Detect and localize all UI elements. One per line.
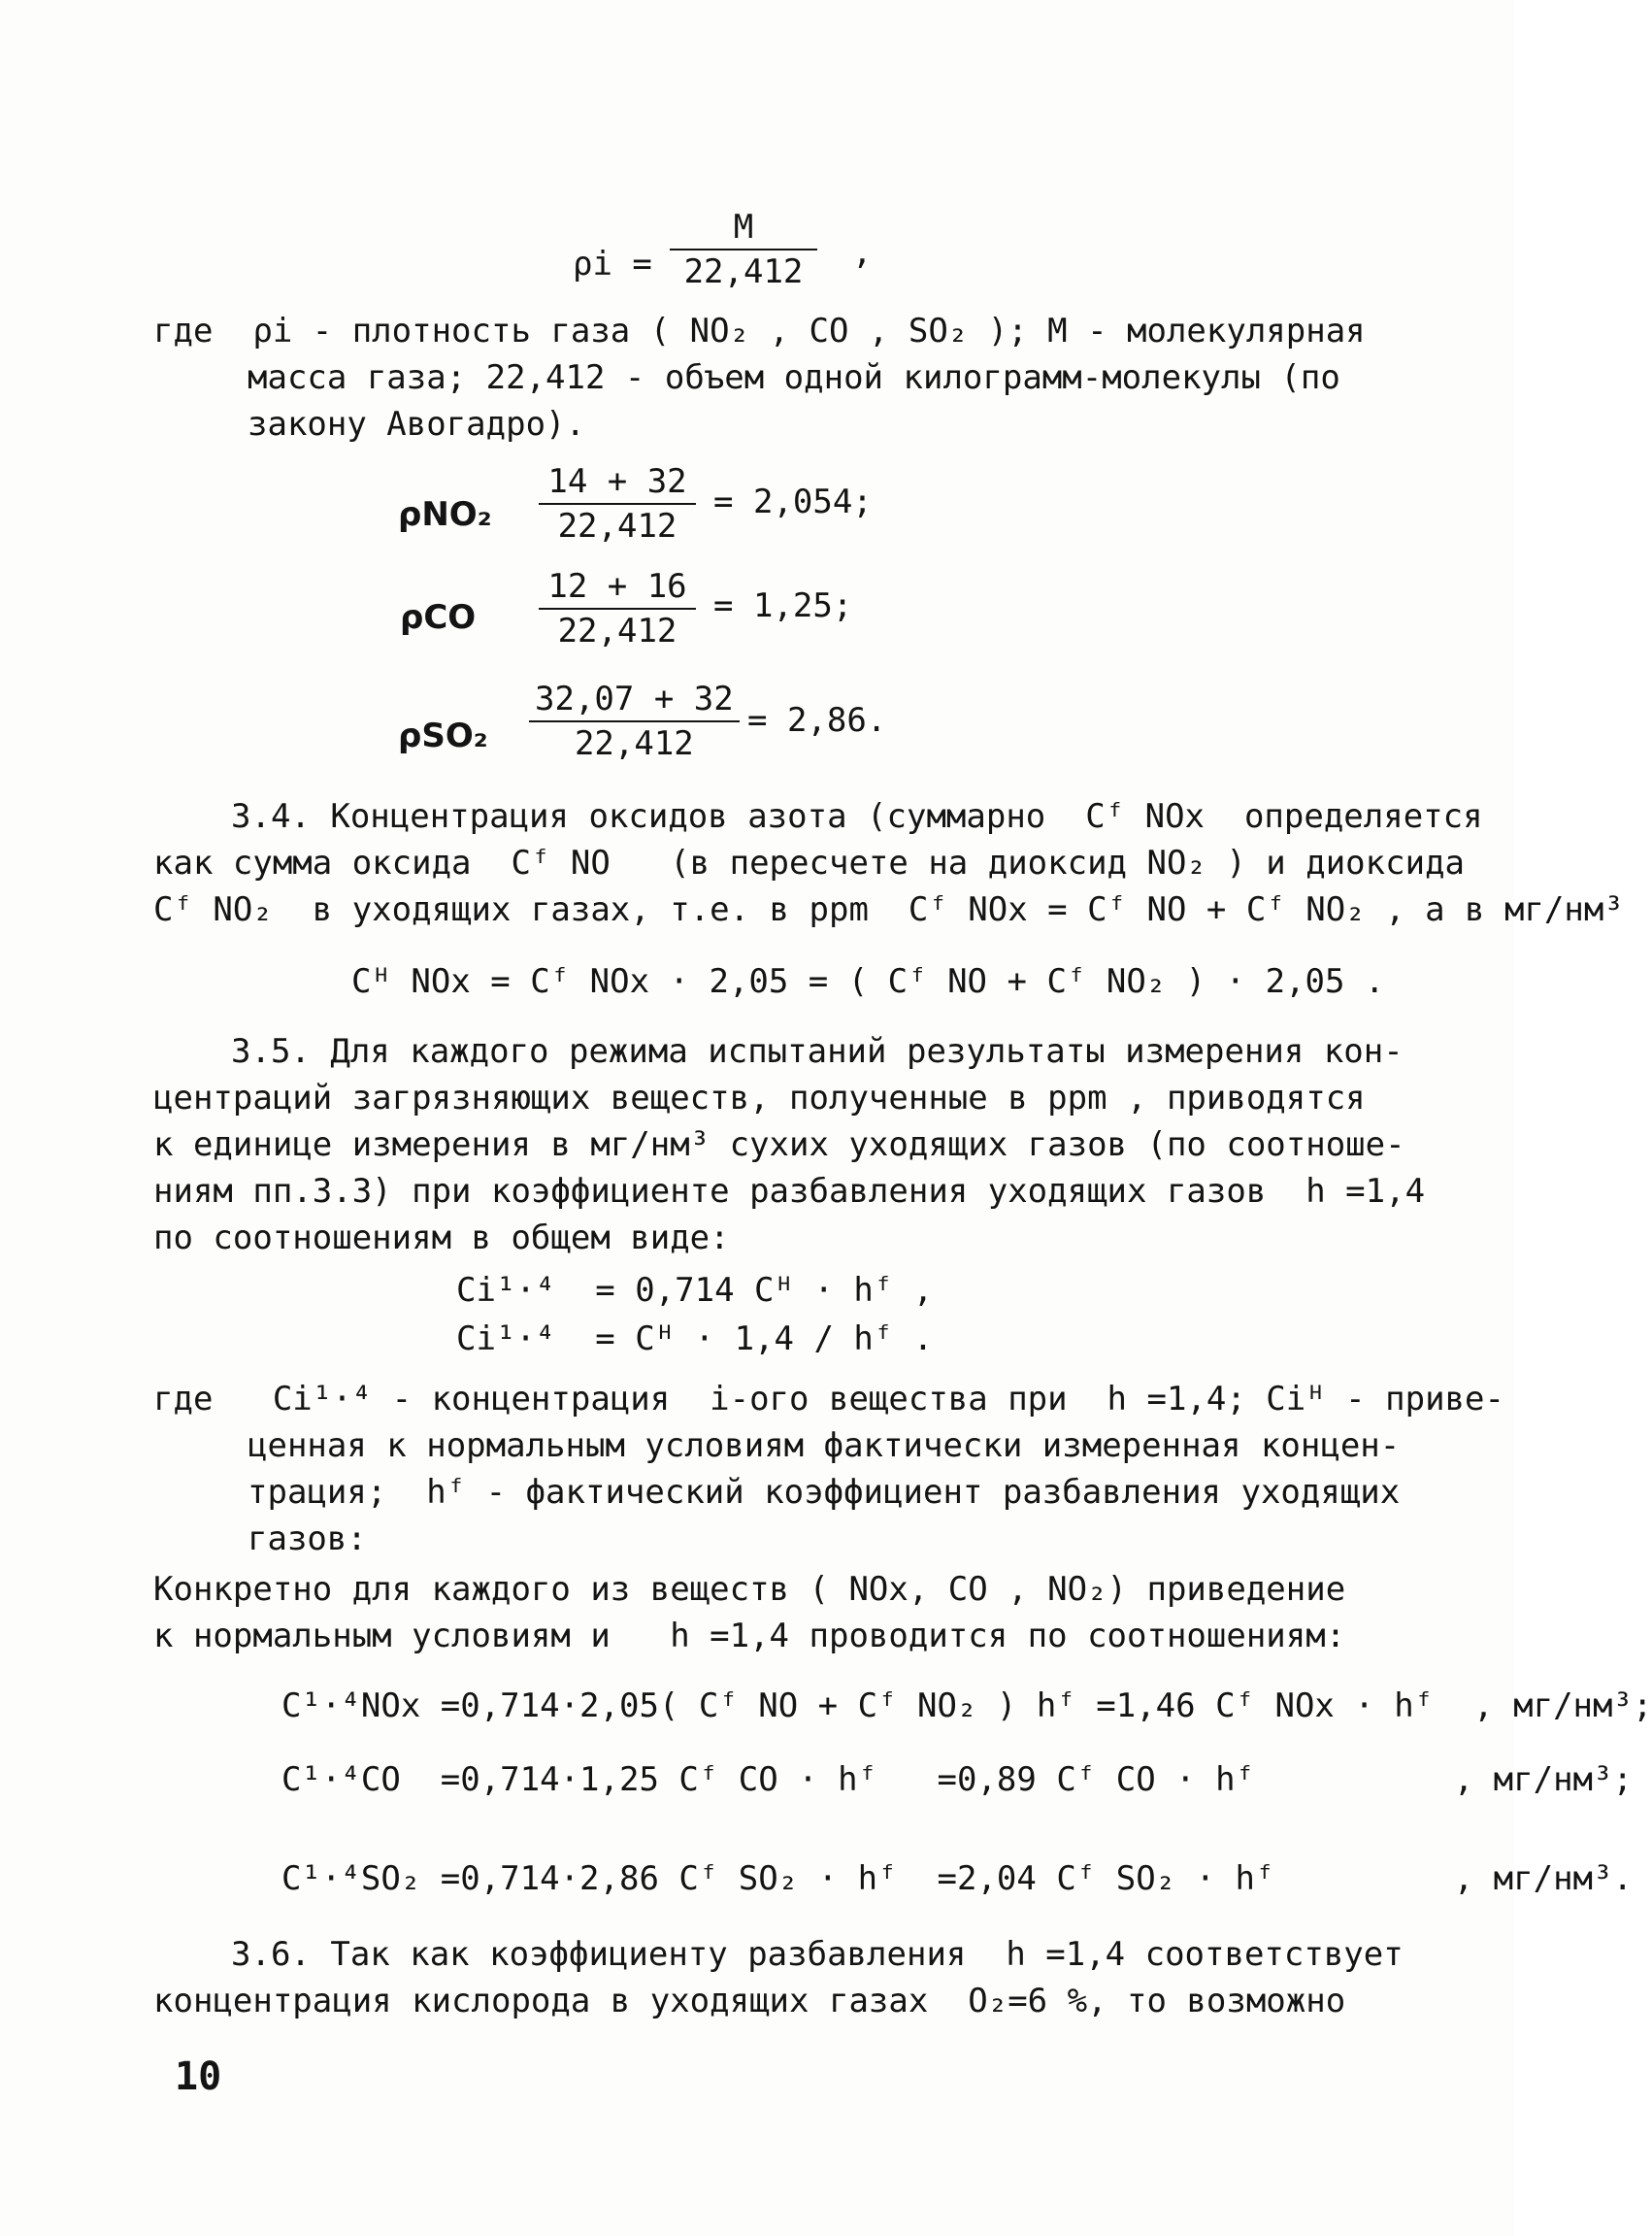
- formula-density-tail: ,: [852, 233, 873, 272]
- density-so2-fraction: [529, 680, 740, 763]
- general-formula: Ci¹·⁴ = 0,714 Cᴴ · hᶠ ,: [456, 1271, 934, 1310]
- definition-line: закону Авогадро).: [248, 405, 585, 444]
- specific-formula-nox: C¹·⁴NOx =0,714·2,05( Cᶠ NO + Cᶠ NO₂ ) hᶠ =1,46 Cᶠ NOx · hᶠ , мг/нм³;: [281, 1686, 1652, 1725]
- page-number: 10: [175, 2054, 222, 2099]
- formula-density-fraction: [670, 208, 817, 291]
- section-3-6-line: концентрация кислорода в уходящих газах O₂=6 %, то возможно: [153, 1982, 1346, 2020]
- where-line: газов:: [248, 1519, 367, 1558]
- fraction-denominator: 22,412: [557, 612, 677, 651]
- density-no2-lhs: ρNO₂: [398, 495, 492, 534]
- section-3-6-line: 3.6. Так как коэффициенту разбавления h =1,4 соответствует: [231, 1935, 1404, 1974]
- where-line: трация; hᶠ - фактический коэффициент разбавления уходящих: [248, 1473, 1401, 1512]
- density-co-result: = 1,25;: [713, 586, 853, 625]
- density-co-fraction: [539, 567, 696, 651]
- density-no2-result: = 2,054;: [713, 483, 873, 521]
- general-formula: Ci¹·⁴ = Cᴴ · 1,4 / hᶠ .: [456, 1319, 934, 1358]
- specific-intro-line: к нормальным условиям и h =1,4 проводится по соотношениям:: [153, 1617, 1346, 1655]
- where-line: где Ci¹·⁴ - концентрация i-ого вещества при h =1,4; Ciᴴ - приве-: [153, 1380, 1504, 1418]
- section-3-5-line: центраций загрязняющих веществ, полученные в ppm , приводятся: [153, 1079, 1366, 1118]
- section-3-5-line: по соотношениям в общем виде:: [153, 1218, 730, 1257]
- where-line: ценная к нормальным условиям фактически измеренная концен-: [248, 1426, 1401, 1465]
- fraction-denominator: 22,412: [557, 507, 677, 546]
- specific-formula-co: C¹·⁴CO =0,714·1,25 Cᶠ CO · hᶠ =0,89 Cᶠ CO · hᶠ , мг/нм³;: [281, 1760, 1633, 1799]
- density-co-lhs: ρCO: [400, 598, 477, 637]
- specific-formula-so2: C¹·⁴SO₂ =0,714·2,86 Cᶠ SO₂ · hᶠ =2,04 Cᶠ SO₂ · hᶠ , мг/нм³.: [281, 1859, 1633, 1898]
- fraction-numerator: M: [670, 208, 817, 250]
- fraction-numerator: 14 + 32: [539, 462, 696, 505]
- formula-3-4: Cᴴ NOx = Cᶠ NOx · 2,05 = ( Cᶠ NO + Cᶠ NO₂ ) · 2,05 .: [351, 962, 1385, 1001]
- fraction-denominator: 22,412: [683, 252, 804, 291]
- definition-line: где ρi - плотность газа ( NO₂ , CO , SO₂ ); М - молекулярная: [153, 312, 1366, 350]
- definition-line: масса газа; 22,412 - объем одной килограмм-молекулы (по: [248, 358, 1340, 397]
- fraction-numerator: 12 + 16: [539, 567, 696, 610]
- section-3-4-line: как сумма оксида Cᶠ NO (в пересчете на диоксид NO₂ ) и диоксида: [153, 844, 1466, 883]
- fraction-denominator: 22,412: [574, 724, 694, 763]
- specific-intro-line: Конкретно для каждого из веществ ( NOx, CO , NO₂) приведение: [153, 1570, 1346, 1609]
- density-so2-result: = 2,86.: [747, 701, 887, 740]
- section-3-5-line: к единице измерения в мг/нм³ сухих уходящих газов (по соотноше-: [153, 1125, 1405, 1164]
- density-no2-fraction: [539, 462, 696, 546]
- formula-density-lhs: ρi =: [573, 245, 652, 284]
- section-3-4-line: 3.4. Концентрация оксидов азота (суммарно Cᶠ NOx определяется: [231, 797, 1483, 836]
- section-3-5-line: ниям пп.3.3) при коэффициенте разбавления уходящих газов h =1,4: [153, 1172, 1426, 1211]
- fraction-numerator: 32,07 + 32: [529, 680, 740, 722]
- section-3-5-line: 3.5. Для каждого режима испытаний результаты измерения кон-: [231, 1032, 1404, 1071]
- section-3-4-line: Cᶠ NO₂ в уходящих газах, т.е. в ppm Cᶠ NOx = Cᶠ NO + Cᶠ NO₂ , а в мг/нм³: [153, 890, 1624, 929]
- density-so2-lhs: ρSO₂: [398, 717, 488, 755]
